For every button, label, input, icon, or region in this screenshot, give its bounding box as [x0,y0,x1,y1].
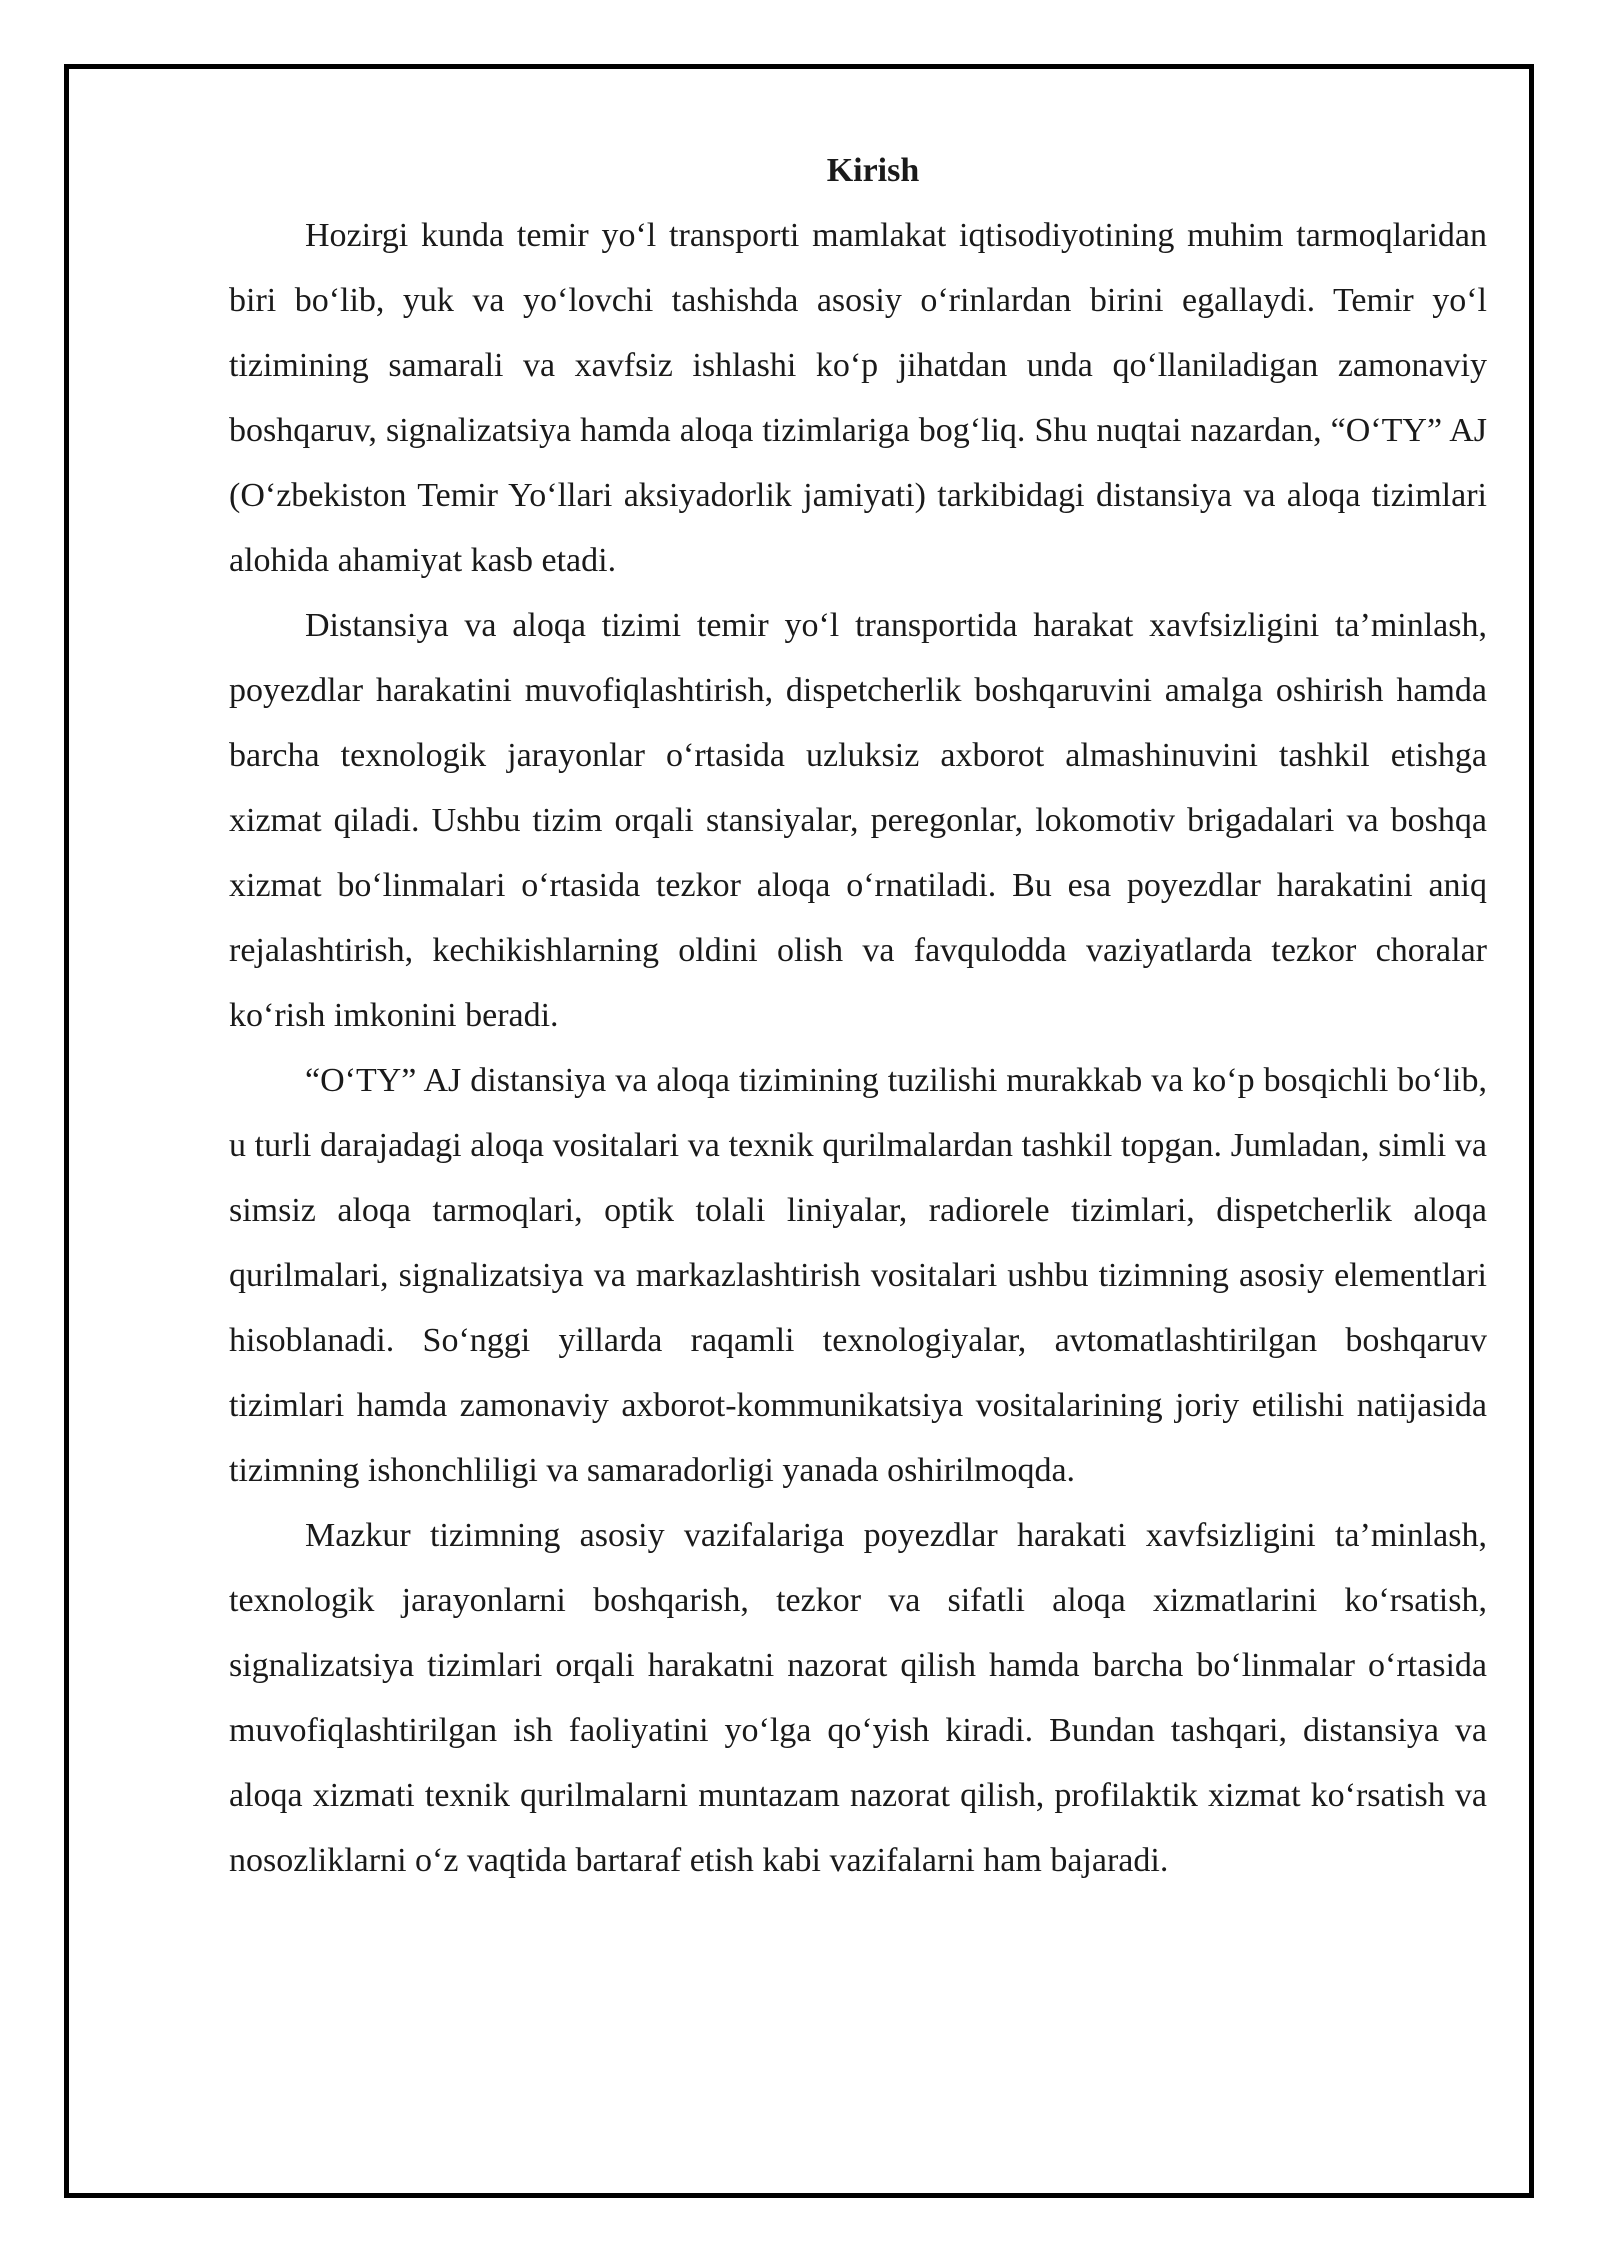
paragraph-3: “O‘TY” AJ distansiya va aloqa tizimining tuzilishi murakkab va ko‘p bosqichli bo‘lib, u turli darajadagi aloqa vositalari va texnik qurilmalardan tashkil topgan. Jumladan, simli va simsiz aloqa tarmoqlari, optik tolali liniyalar, radiorele tizimlari, dispetcherlik aloqa qurilmalari, signalizatsiya va markazlashtirish vositalari ushbu tizimning asosiy elementlari hisoblanadi. So‘nggi yillarda raqamli texnologiyalar, avtomatlashtirilgan boshqaruv tizimlari hamda zamonaviy axborot-kommunikatsiya vositalarining joriy etilishi natijasida tizimning ishonchliligi va samaradorligi yanada oshirilmoqda. [229,1062,1487,1489]
paragraph-4: Mazkur tizimning asosiy vazifalariga poyezdlar harakati xavfsizligini ta’minlash, texnologik jarayonlarni boshqarish, tezkor va sifatli aloqa xizmatlarini ko‘rsatish, signalizatsiya tizimlari orqali harakatni nazorat qilish hamda barcha bo‘linmalar o‘rtasida muvofiqlashtirilgan ish faoliyatini yo‘lga qo‘yish kiradi. Bundan tashqari, distansiya va aloqa xizmati texnik qurilmalarni muntazam nazorat qilish, profilaktik xizmat ko‘rsatish va nosozliklarni o‘z vaqtida bartaraf etish kabi vazifalarni ham bajaradi. [229,1517,1487,1879]
document-body [229,145,1487,1893]
paragraph-1: Hozirgi kunda temir yo‘l transporti mamlakat iqtisodiyotining muhim tarmoqlaridan biri bo‘lib, yuk va yo‘lovchi tashishda asosiy o‘rinlardan birini egallaydi. Temir yo‘l tizimining samarali va xavfsiz ishlashi ko‘p jihatdan unda qo‘llaniladigan zamonaviy boshqaruv, signalizatsiya hamda aloqa tizimlariga bog‘liq. Shu nuqtai nazardan, “O‘TY” AJ (O‘zbekiston Temir Yo‘llari aksiyadorlik jamiyati) tarkibidagi distansiya va aloqa tizimlari alohida ahamiyat kasb etadi. [229,217,1487,579]
document-title: Kirish [826,152,920,189]
paragraph-2: Distansiya va aloqa tizimi temir yo‘l transportida harakat xavfsizligini ta’minlash, poyezdlar harakatini muvofiqlashtirish, dispetcherlik boshqaruvini amalga oshirish hamda barcha texnologik jarayonlar o‘rtasida uzluksiz axborot almashinuvini tashkil etishga xizmat qiladi. Ushbu tizim orqali stansiyalar, peregonlar, lokomotiv brigadalari va boshqa xizmat bo‘linmalari o‘rtasida tezkor aloqa o‘rnatiladi. Bu esa poyezdlar harakatini aniq rejalashtirish, kechikishlarning oldini olish va favqulodda vaziyatlarda tezkor choralar ko‘rish imkonini beradi. [229,607,1487,1034]
